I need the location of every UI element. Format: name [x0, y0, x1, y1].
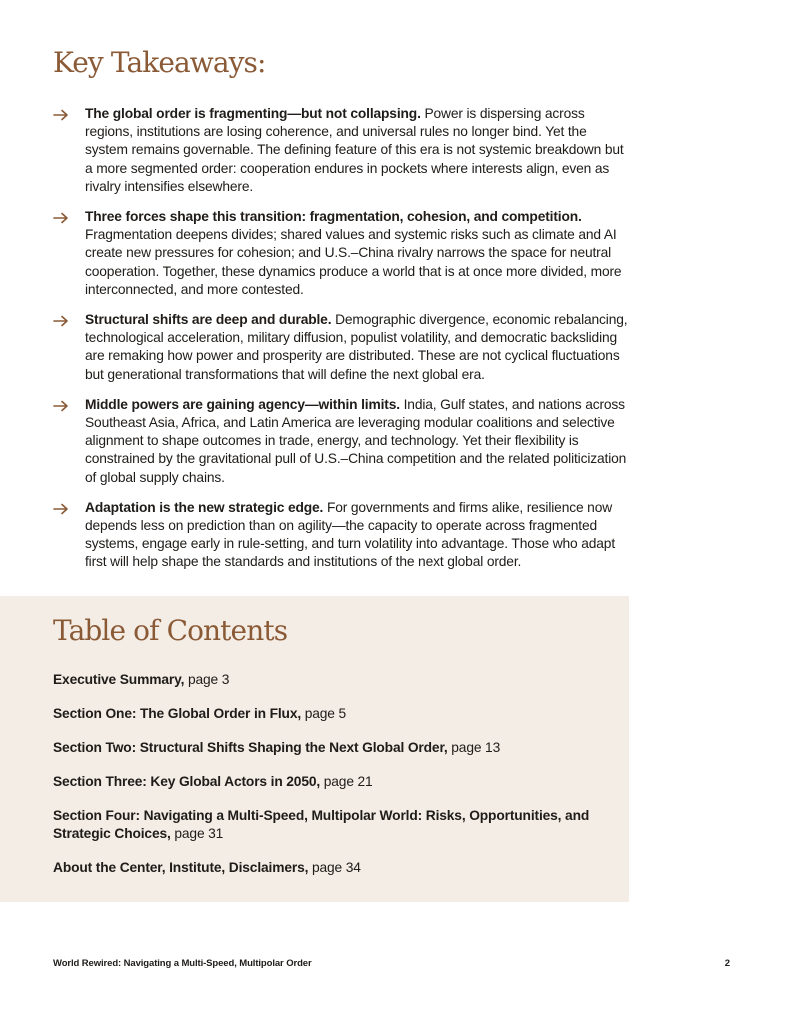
toc-section-title: Section Four: Navigating a Multi-Speed, Multipolar World: Risks, Opportunities, and Strategic Choices,: [53, 808, 590, 841]
footer-page-number: 2: [724, 958, 730, 969]
arrow-right-icon: [53, 315, 69, 327]
takeaway-body: For governments and firms alike, resilience now depends less on prediction than on agility—the capacity to operate across fragmented systems, engage early in rule-setting, and turn volatility into advantage. Those who adapt first will help shape the standards and institutions of the next global order.: [85, 499, 616, 570]
arrow-right-icon: [53, 503, 69, 515]
takeaway-item: [53, 499, 633, 572]
takeaway-lead: Three forces shape this transition: fragmentation, cohesion, and competition.: [85, 209, 582, 225]
toc-page-ref: page 34: [311, 860, 361, 875]
takeaway-item: [53, 311, 633, 384]
toc-page-ref: page 31: [174, 826, 224, 841]
toc-section-title: About the Center, Institute, Disclaimers,: [53, 860, 309, 875]
toc-entry-about[interactable]: [53, 859, 593, 877]
takeaway-item: [53, 396, 633, 487]
arrow-right-icon: [53, 109, 69, 121]
toc-section-title: Executive Summary,: [53, 672, 185, 687]
footer-document-title: World Rewired: Navigating a Multi-Speed, Multipolar Order: [53, 958, 312, 969]
takeaways-list: [53, 105, 633, 584]
arrow-right-icon: [53, 212, 69, 224]
takeaway-lead: Middle powers are gaining agency—within limits.: [85, 396, 400, 412]
takeaway-body: Power is dispersing across regions, institutions are losing coherence, and universal rules no longer bind. Yet the system remains governable. The defining feature of this era is not systemic breakdown but a more segmented order: cooperation endures in pockets where interests align, even as rivalry intensifies elsewhere.: [85, 106, 624, 194]
toc-entry-section-two[interactable]: [53, 739, 593, 757]
table-of-contents-list: [53, 671, 593, 893]
toc-entry-section-four[interactable]: [53, 807, 593, 843]
takeaway-body: India, Gulf states, and nations across Southeast Asia, Africa, and Latin America are leveraging modular coalitions and selective alignment to shape outcomes in trade, energy, and technology. Yet their flexibility is constrained by the gravitational pull of U.S.–China competition and the related politicization of global supply chains.: [85, 396, 627, 485]
toc-section-title: Section Two: Structural Shifts Shaping the Next Global Order,: [53, 740, 448, 755]
arrow-right-icon: [53, 400, 69, 412]
takeaway-lead: Structural shifts are deep and durable.: [85, 312, 332, 328]
takeaway-item: [53, 105, 633, 196]
toc-page-ref: page 21: [323, 774, 373, 789]
toc-entry-section-three[interactable]: [53, 773, 593, 791]
toc-section-title: Section One: The Global Order in Flux,: [53, 706, 302, 721]
takeaway-lead: Adaptation is the new strategic edge.: [85, 499, 324, 515]
toc-entry-section-one[interactable]: [53, 705, 593, 723]
toc-page-ref: page 5: [304, 706, 347, 721]
takeaway-item: [53, 208, 633, 299]
toc-page-ref: page 13: [451, 740, 501, 755]
toc-section-title: Section Three: Key Global Actors in 2050,: [53, 774, 321, 789]
key-takeaways-heading: Key Takeaways:: [53, 46, 266, 79]
takeaway-lead: The global order is fragmenting—but not collapsing.: [85, 106, 421, 121]
table-of-contents-heading: Table of Contents: [53, 614, 288, 647]
takeaway-body: Fragmentation deepens divides; shared values and systemic risks such as climate and AI create new pressures for cohesion; and U.S.–China rivalry narrows the space for neutral cooperation. Together, these dynamics produce a world that is at once more divided, more interconnected, and more contested.: [85, 227, 622, 297]
toc-page-ref: page 3: [187, 672, 230, 687]
takeaway-body: Demographic divergence, economic rebalancing, technological acceleration, military diffusion, populist volatility, and democratic backsliding are remaking how power and prosperity are distributed. These are not cyclical fluctuations but generational transformations that will define the next global era.: [85, 312, 628, 382]
toc-entry-executive-summary[interactable]: [53, 671, 593, 689]
